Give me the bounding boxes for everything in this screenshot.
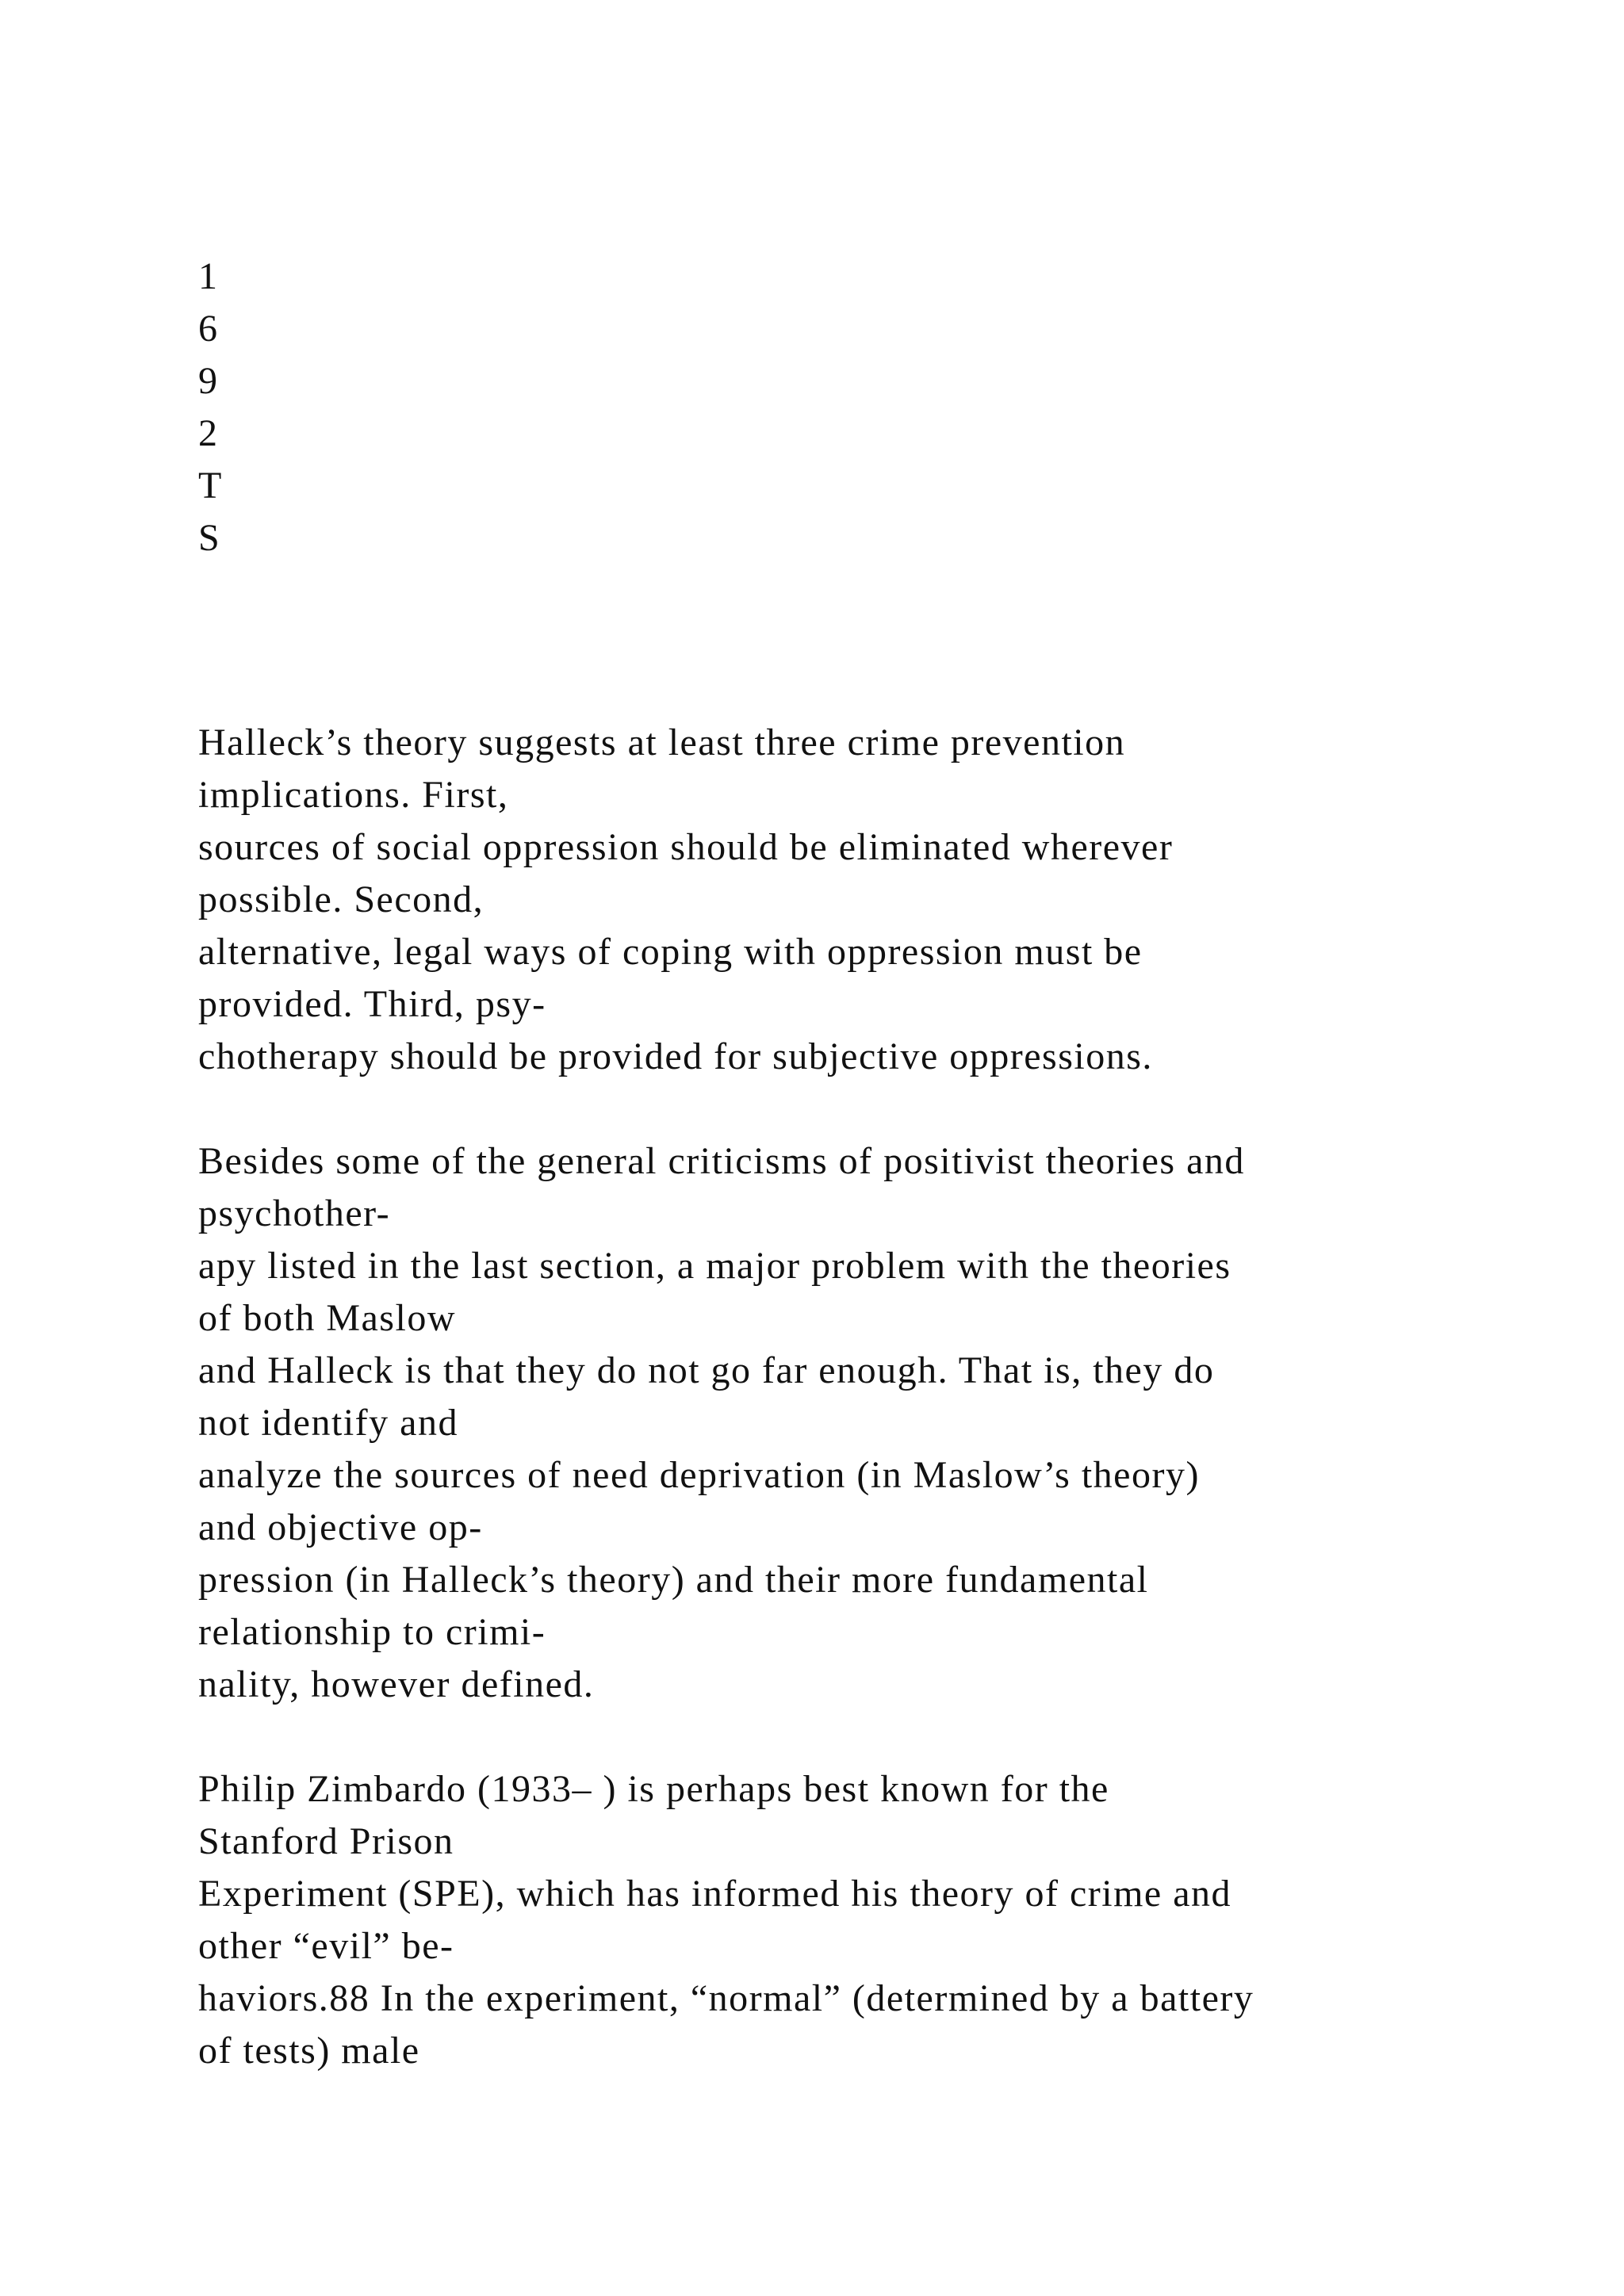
margin-code-char: 2 (198, 412, 218, 454)
margin-code (198, 251, 222, 564)
text-line: nality, however defined. (198, 1663, 595, 1705)
text-line: of tests) male (198, 2030, 420, 2072)
margin-code-char: 6 (198, 308, 218, 350)
text-line: sources of social oppression should be eliminated wherever (198, 826, 1174, 868)
text-line: Philip Zimbardo (1933– ) is perhaps best known for the (198, 1768, 1109, 1810)
text-line: and Halleck is that they do not go far enough. That is, they do (198, 1349, 1215, 1391)
text-line: other “evil” be- (198, 1925, 454, 1967)
text-line: chotherapy should be provided for subjective oppressions. (198, 1035, 1153, 1077)
text-line: possible. Second, (198, 878, 485, 920)
text-line: of both Maslow (198, 1297, 456, 1339)
margin-code-char: 9 (198, 360, 218, 402)
body-text (198, 717, 1483, 2077)
margin-code-char: T (198, 465, 222, 507)
text-line: not identify and (198, 1402, 458, 1444)
text-line: apy listed in the last section, a major problem with the theories (198, 1245, 1231, 1287)
text-line: implications. First, (198, 774, 509, 816)
text-line: psychother- (198, 1192, 391, 1234)
text-line: Besides some of the general criticisms of positivist theories and (198, 1140, 1245, 1182)
paragraph-halleck-prevention (198, 717, 1483, 1083)
text-line: alternative, legal ways of coping with oppression must be (198, 931, 1143, 973)
text-line: pression (in Halleck’s theory) and their more fundamental (198, 1559, 1149, 1601)
paragraph-gap (198, 1083, 1483, 1135)
text-line: provided. Third, psy- (198, 983, 546, 1025)
text-line: analyze the sources of need deprivation (in Maslow’s theory) (198, 1454, 1200, 1496)
text-line: relationship to crimi- (198, 1611, 546, 1653)
paragraph-zimbardo (198, 1763, 1483, 2077)
text-line: Halleck’s theory suggests at least three crime prevention (198, 721, 1126, 763)
text-line: Stanford Prison (198, 1820, 454, 1862)
margin-code-char: S (198, 517, 220, 559)
text-line: Experiment (SPE), which has informed his theory of crime and (198, 1873, 1232, 1915)
text-line: and objective op- (198, 1506, 483, 1548)
paragraph-criticisms (198, 1135, 1483, 1711)
margin-code-char: 1 (198, 255, 218, 297)
paragraph-gap (198, 1711, 1483, 1763)
text-line: haviors.88 In the experiment, “normal” (determined by a battery (198, 1977, 1254, 2019)
